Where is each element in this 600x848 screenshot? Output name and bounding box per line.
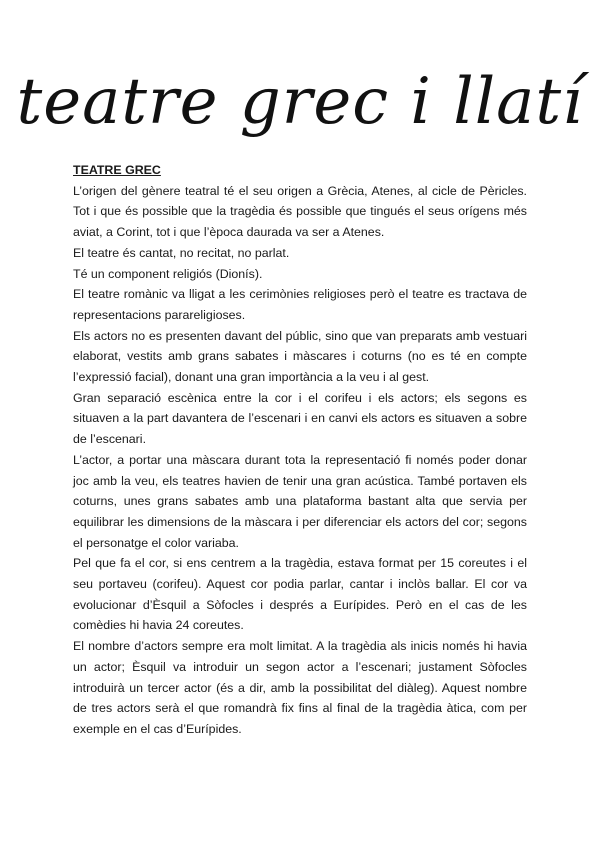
paragraph-ceremonies: El teatre romànic va lligat a les cerimònies religioses però el teatre es tractava de representacions parareligioses. xyxy=(73,287,527,322)
document-body xyxy=(73,160,527,740)
paragraph-chorus: Pel que fa el cor, si ens centrem a la tragèdia, estava format per 15 coreutes i el seu portaveu (corifeu). Aquest cor podia parlar, cantar i inclòs ballar. El cor va evolucionar d’Èsquil a Sòfocles i després a Eurípides. Però en el cas de les comèdies hi havia 24 coreutes. xyxy=(73,556,527,633)
paragraph-mask: L’actor, a portar una màscara durant tota la representació fi només poder donar joc amb la veu, els teatres havien de tenir una gran acústica. També portaven els coturns, unes grans sabates amb una plataforma bastant alta que servia per equilibrar les dimensions de la màscara i per diferenciar els actors del cor; segons el personatge el color variaba. xyxy=(73,452,527,550)
paragraph-religious: Té un component religiós (Dionís). xyxy=(73,266,263,281)
paragraph-actors: Els actors no es presenten davant del públic, sino que van preparats amb vestuari elaborat, vestits amb grans sabates i màscares i coturns (no es té en compte l’expressió facial), donant una gran importància a la veu i al gest. xyxy=(73,328,527,385)
paragraph-sung: El teatre és cantat, no recitat, no parlat. xyxy=(73,245,290,260)
document-title: teatre grec i llatí xyxy=(16,65,584,139)
section-heading: TEATRE GREC xyxy=(73,163,161,177)
paragraph-separation: Gran separació escènica entre la cor i el corifeu i els actors; els segons es situaven a la part davantera de l’escenari i en canvi els actors es situaven a sobre de l’escenari. xyxy=(73,390,527,447)
paragraph-number-of-actors: El nombre d’actors sempre era molt limitat. A la tragèdia als inicis només hi havia un actor; Èsquil va introduir un segon actor a l’escenari; justament Sòfocles introduirà un tercer actor (és a dir, amb la possibilitat del diàleg). Aquest nombre de tres actors serà el que romandrà fix fins al final de la tragèdia àtica, com per exemple en el cas d’Eurípides. xyxy=(73,639,527,736)
paragraph-origin: L’origen del gènere teatral té el seu origen a Grècia, Atenes, al cicle de Pèricles. Tot i que és possible que la tragèdia és possible que tingués el seus orígens més aviat, a Corint, tot i que l’època daurada va ser a Atenes. xyxy=(73,183,527,240)
